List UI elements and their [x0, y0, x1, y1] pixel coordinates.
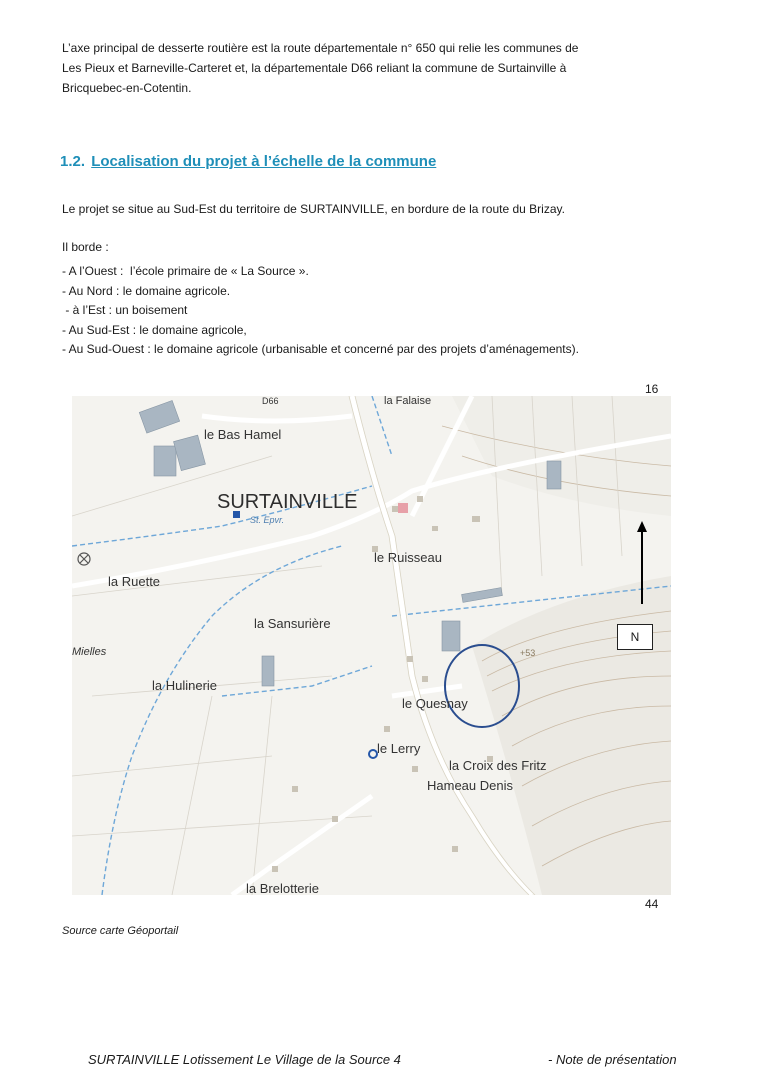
poi-icon	[369, 750, 377, 758]
label-sansuriere: la Sansurière	[254, 616, 331, 631]
label-brelotterie: la Brelotterie	[246, 881, 319, 895]
section-number: 1.2.	[60, 153, 86, 170]
list-item: - Au Sud-Ouest : le domaine agricole (urbanisable et concerné par des projets d’aménagements).	[62, 342, 579, 356]
label-st-epvr: St. Epvr.	[250, 515, 285, 525]
location-paragraph: Le projet se situe au Sud-Est du territoire de SURTAINVILLE, en bordure de la route du Brizay.	[62, 202, 565, 216]
label-croix: la Croix des Fritz	[449, 758, 547, 773]
north-label: N	[617, 624, 653, 650]
list-item: - à l’Est : un boisement	[62, 303, 188, 317]
section-title: Localisation du projet à l’échelle de la commune	[91, 153, 437, 170]
map-graphic	[72, 396, 671, 895]
intro-paragraph	[62, 38, 662, 98]
label-d66: D66	[262, 396, 279, 406]
list-item: - Au Sud-Est : le domaine agricole,	[62, 322, 247, 337]
map-caption: Source carte Géoportail	[62, 925, 179, 937]
label-mielles: Mielles	[72, 646, 107, 658]
footer-title: SURTAINVILLE Lotissement Le Village de la Source 4	[88, 1052, 401, 1067]
footer-doc-type: - Note de présentation	[548, 1052, 677, 1067]
intro-line: Les Pieux et Barneville-Carteret et, la départementale D66 reliant la commune de Surtainville à	[62, 61, 567, 75]
label-hameau: Hameau Denis	[427, 778, 513, 793]
location-map	[72, 396, 671, 895]
label-quesnay: le Quesnay	[402, 696, 468, 711]
north-arrow-icon	[637, 521, 647, 532]
borders-intro: Il borde :	[62, 240, 109, 254]
town-hall-marker	[398, 503, 408, 513]
list-item: - A l’Ouest : l’école primaire de « La Source ».	[62, 264, 309, 278]
map-page-number-bottom: 44	[645, 897, 659, 911]
label-bas-hamel: le Bas Hamel	[204, 427, 282, 442]
label-lerry: le Lerry	[377, 741, 421, 756]
list-item: - Au Nord : le domaine agricole.	[62, 283, 231, 298]
borders-list	[62, 262, 579, 360]
intro-line: L’axe principal de desserte routière est la route départementale n° 650 qui relie les communes de	[62, 41, 579, 55]
label-falaise: la Falaise	[384, 396, 432, 407]
label-altitude: +53	[520, 648, 536, 658]
label-ruisseau: le Ruisseau	[374, 550, 442, 565]
map-page-number-top: 16	[645, 382, 659, 396]
section-heading	[60, 153, 436, 170]
label-ruette: la Ruette	[108, 574, 161, 589]
label-hulinerie: la Hulinerie	[152, 678, 218, 693]
cemetery-icon-cross	[80, 555, 88, 563]
label-town: SURTAINVILLE	[217, 491, 358, 513]
intro-line: Bricquebec-en-Cotentin.	[62, 81, 192, 95]
